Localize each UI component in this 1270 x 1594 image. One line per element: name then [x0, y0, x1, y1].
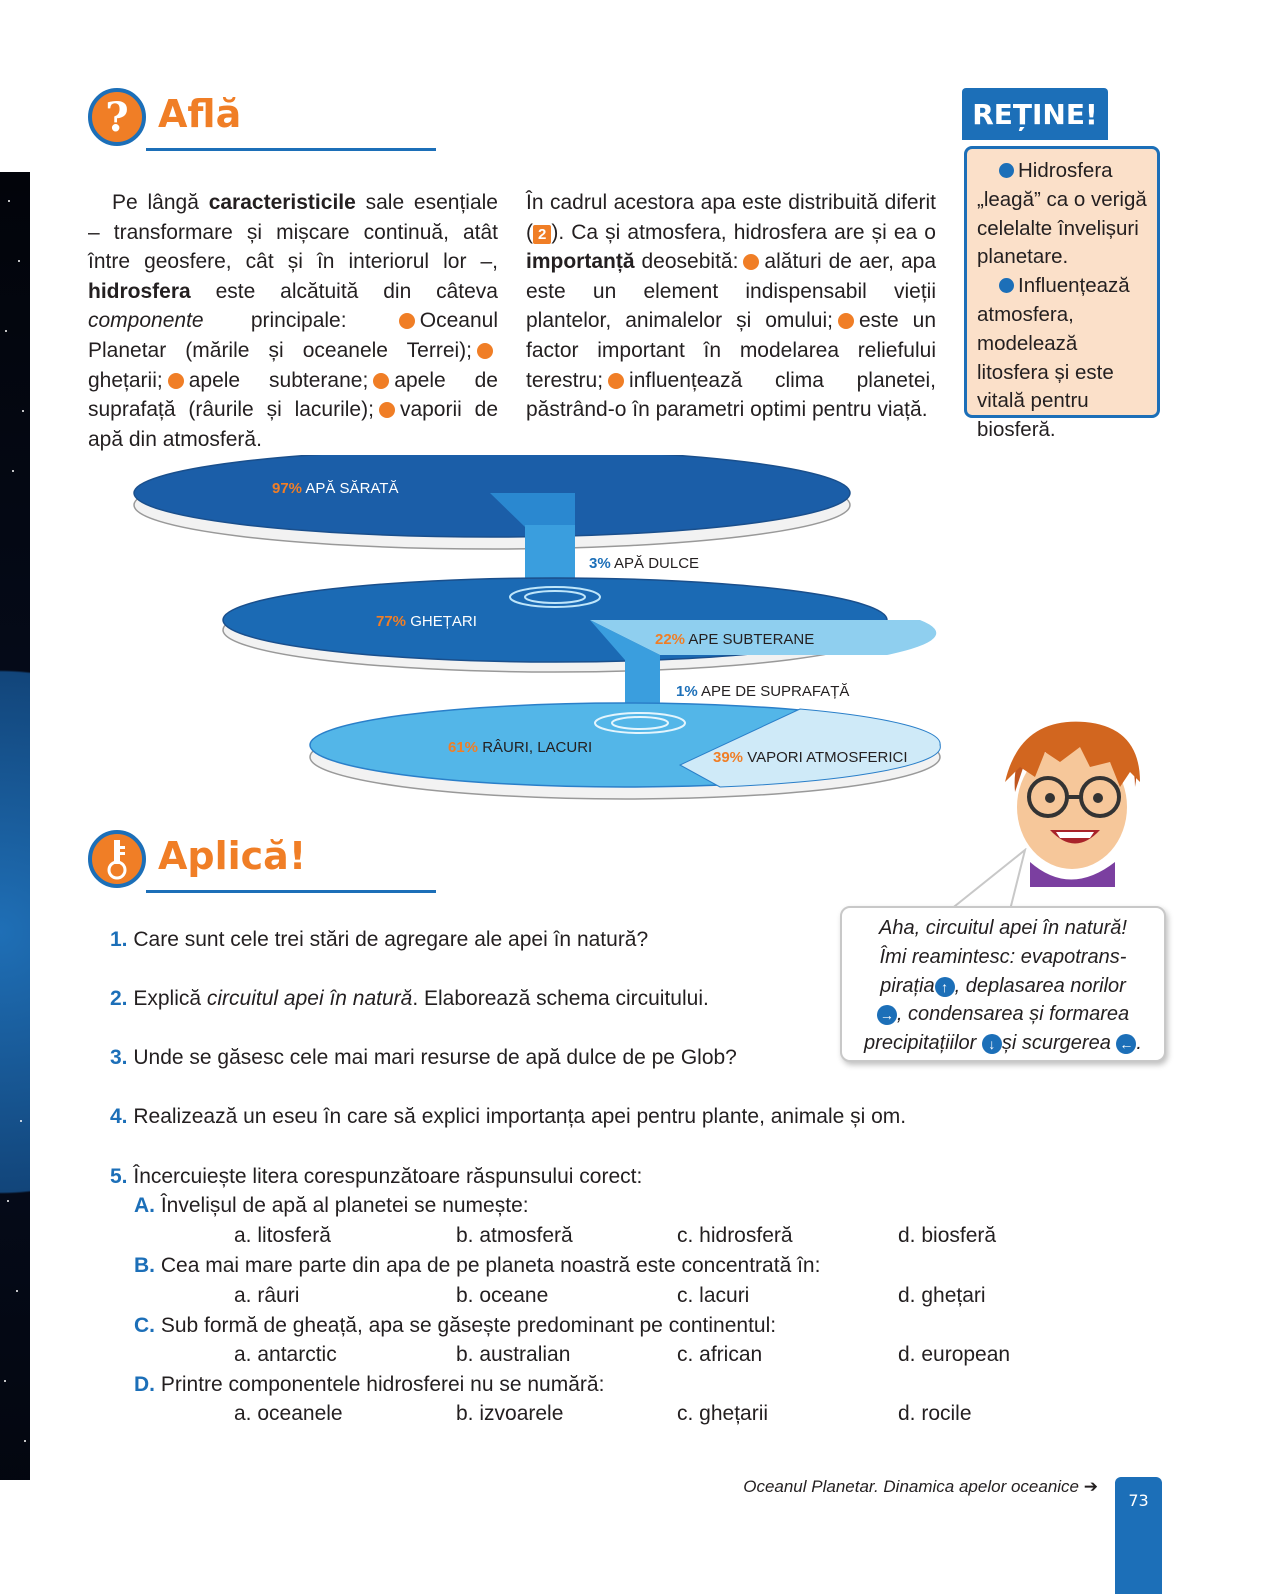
option[interactable]: b. atmosferă: [456, 1224, 573, 1247]
question-5: 5. Încercuiește litera corespunzătoare răspunsului corect:: [110, 1165, 643, 1188]
orange-bullet-icon: [379, 402, 395, 418]
text-column-left: Pe lângă caracteristicile sale esențiale – transformare și mișcare continuă, atât între geosfere, cât și în interiorul lor –, hidrosfera este alcătuită din câteva componente principale: Oceanul Planetar (mările și oceanele Terrei);ghețarii; apele subterane; apele de suprafață (râurile și lacurile); vaporii de apă din atmosferă.: [88, 191, 498, 451]
label-glaciers: 77% GHEȚARI: [376, 613, 477, 630]
option[interactable]: b. australian: [456, 1343, 571, 1366]
disc-salt-water: [134, 455, 850, 537]
option[interactable]: b. oceane: [456, 1284, 549, 1307]
orange-bullet-icon: [838, 313, 854, 329]
label-fresh-water: 3% APĂ DULCE: [589, 555, 700, 572]
arrow-left-icon: ←: [1116, 1034, 1136, 1054]
retine-title: REȚINE!: [962, 88, 1108, 140]
question-4: 4. Realizează un eseu în care să explici importanța apei pentru plante, animale și om.: [110, 1105, 907, 1128]
option[interactable]: d. european: [898, 1343, 1011, 1366]
option[interactable]: d. biosferă: [898, 1224, 997, 1247]
page-number: 73: [1115, 1477, 1162, 1594]
quiz-item-b: B. Cea mai mare parte din apa de pe planeta noastră este concentrată în:: [134, 1254, 821, 1277]
arrow-up-icon: ↑: [935, 977, 955, 997]
speech-tail: [940, 848, 1030, 912]
retine-box: Hidrosfera „leagă” ca o verigă celelalte învelișuri planetare. Influențează atmosfera, modelează litosfera și este vitală pentru biosferă.: [964, 146, 1160, 418]
question-1: 1. Care sunt cele trei stări de agregare ale apei în natură?: [110, 928, 649, 951]
footer-link[interactable]: Oceanul Planetar. Dinamica apelor oceanice ➔: [743, 1477, 1098, 1496]
aplica-title: Aplică!: [158, 834, 307, 878]
space-earth-strip: [0, 172, 30, 1480]
option[interactable]: c. lacuri: [677, 1284, 750, 1307]
afla-header: [88, 88, 438, 158]
orange-bullet-icon: [168, 373, 184, 389]
option[interactable]: a. oceanele: [234, 1402, 343, 1425]
question-2: 2. Explică circuitul apei în natură. Elaborează schema circuitului.: [110, 987, 709, 1010]
label-groundwater: 22% APE SUBTERANE: [655, 631, 815, 648]
blue-bullet-icon: [999, 163, 1014, 178]
aplica-header: [88, 830, 438, 900]
quiz-item-d: D. Printre componentele hidrosferei nu se numără:: [134, 1373, 605, 1396]
afla-rule: [146, 148, 436, 151]
quiz-item-c: C. Sub formă de gheață, apa se găsește predominant pe continentul:: [134, 1314, 777, 1337]
blue-bullet-icon: [999, 278, 1014, 293]
text-column-right: În cadrul acestora apa este distribuită diferit ( 2 ). Ca și atmosfera, hidrosfera are și ea o importanță deosebită: alături de aer, apa este un element indispensabil vieții plantelor, animalelor și omului; este un factor important în modelarea reliefului terestru; influențează clima planetei, păstrând-o în parametri optimi pentru viață.: [526, 191, 937, 422]
option[interactable]: a. litosferă: [234, 1224, 331, 1247]
quiz-item-a: A. Învelișul de apă al planetei se numește:: [134, 1194, 529, 1217]
figure-ref-tag[interactable]: 2: [533, 225, 551, 244]
aplica-rule: [146, 890, 436, 893]
option[interactable]: a. antarctic: [234, 1343, 337, 1366]
orange-bullet-icon: [608, 373, 624, 389]
question-3: 3. Unde se găsesc cele mai mari resurse de apă dulce de pe Glob?: [110, 1046, 737, 1069]
label-salt-water: 97% APĂ SĂRATĂ: [272, 480, 399, 497]
option[interactable]: c. hidrosferă: [677, 1224, 793, 1247]
option[interactable]: b. izvoarele: [456, 1402, 564, 1425]
option[interactable]: d. rocile: [898, 1402, 972, 1425]
orange-bullet-icon: [743, 254, 759, 270]
label-surface-water: 1% APE DE SUPRAFAȚĂ: [676, 683, 850, 700]
orange-bullet-icon: [399, 313, 415, 329]
orange-bullet-icon: [477, 343, 493, 359]
key-icon: [88, 830, 146, 888]
label-vapors: 39% VAPORI ATMOSFERICI: [713, 749, 908, 766]
option[interactable]: c. ghețarii: [677, 1402, 769, 1425]
option[interactable]: d. ghețari: [898, 1284, 986, 1307]
question-mark-icon: ?: [88, 88, 146, 146]
option[interactable]: a. râuri: [234, 1284, 300, 1307]
orange-bullet-icon: [373, 373, 389, 389]
afla-title: Află: [158, 92, 242, 136]
arrow-right-icon: →: [877, 1005, 897, 1025]
label-rivers-lakes: 61% RÂURI, LACURI: [448, 739, 593, 756]
arrow-down-icon: ↓: [982, 1034, 1002, 1054]
speech-bubble: Aha, circuitul apei în natură! Îmi reamintesc: evapotrans- pirația ↑ , deplasarea norilor → , condensarea și formarea precipitațiilor ↓ și scurgerea ← .: [840, 906, 1166, 1062]
arrow-right-icon: ➔: [1083, 1477, 1098, 1496]
option[interactable]: c. african: [677, 1343, 763, 1366]
